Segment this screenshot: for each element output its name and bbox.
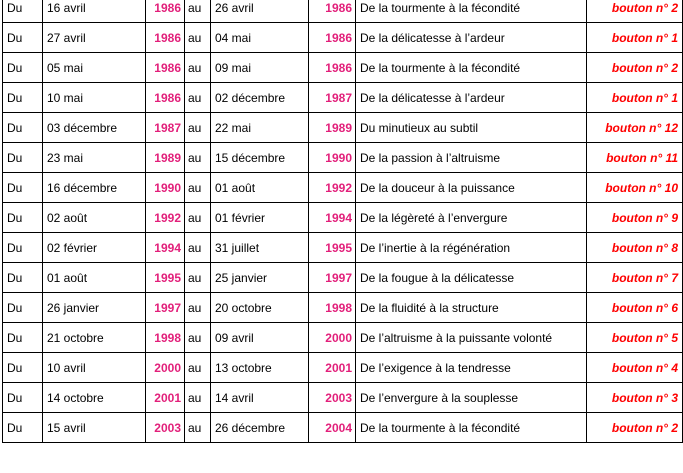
start-date-cell: 26 janvier: [43, 293, 146, 323]
description-cell: De l’altruisme à la puissante volonté: [356, 323, 587, 353]
table-row: [3, 353, 683, 383]
start-year-cell: 1997: [146, 293, 185, 323]
au-cell: au: [185, 143, 211, 173]
description-cell: De la passion à l’altruisme: [356, 143, 587, 173]
end-year-cell: 1990: [309, 143, 356, 173]
button-number-cell: bouton n° 2: [587, 0, 683, 23]
du-cell: Du: [3, 143, 43, 173]
start-date-cell: 14 octobre: [43, 383, 146, 413]
start-year-cell: 1986: [146, 23, 185, 53]
end-date-cell: 13 octobre: [211, 353, 309, 383]
au-cell: au: [185, 413, 211, 443]
button-number-cell: bouton n° 12: [587, 113, 683, 143]
table-body: [3, 0, 683, 443]
button-number-cell: bouton n° 7: [587, 263, 683, 293]
table-row: [3, 53, 683, 83]
au-cell: au: [185, 383, 211, 413]
au-cell: au: [185, 323, 211, 353]
button-number-cell: bouton n° 2: [587, 53, 683, 83]
description-cell: De la tourmente à la fécondité: [356, 53, 587, 83]
au-cell: au: [185, 263, 211, 293]
description-cell: De l’inertie à la régénération: [356, 233, 587, 263]
description-cell: De la délicatesse à l’ardeur: [356, 23, 587, 53]
end-date-cell: 14 avril: [211, 383, 309, 413]
au-cell: au: [185, 0, 211, 23]
button-number-cell: bouton n° 5: [587, 323, 683, 353]
au-cell: au: [185, 113, 211, 143]
end-year-cell: 1987: [309, 83, 356, 113]
button-number-cell: bouton n° 10: [587, 173, 683, 203]
du-cell: Du: [3, 263, 43, 293]
au-cell: au: [185, 203, 211, 233]
start-date-cell: 23 mai: [43, 143, 146, 173]
table-row: [3, 293, 683, 323]
end-year-cell: 2003: [309, 383, 356, 413]
end-date-cell: 26 avril: [211, 0, 309, 23]
table-row: [3, 143, 683, 173]
table-row: [3, 413, 683, 443]
end-year-cell: 1995: [309, 233, 356, 263]
du-cell: Du: [3, 203, 43, 233]
du-cell: Du: [3, 413, 43, 443]
du-cell: Du: [3, 233, 43, 263]
button-number-cell: bouton n° 2: [587, 413, 683, 443]
end-year-cell: 1992: [309, 173, 356, 203]
button-number-cell: bouton n° 4: [587, 353, 683, 383]
start-date-cell: 02 août: [43, 203, 146, 233]
start-date-cell: 10 mai: [43, 83, 146, 113]
start-year-cell: 1995: [146, 263, 185, 293]
du-cell: Du: [3, 83, 43, 113]
start-date-cell: 03 décembre: [43, 113, 146, 143]
table-row: [3, 83, 683, 113]
table-row: [3, 0, 683, 23]
button-number-cell: bouton n° 1: [587, 83, 683, 113]
period-table: [2, 0, 683, 443]
description-cell: De l’envergure à la souplesse: [356, 383, 587, 413]
start-year-cell: 1986: [146, 53, 185, 83]
au-cell: au: [185, 23, 211, 53]
du-cell: Du: [3, 53, 43, 83]
end-year-cell: 1986: [309, 0, 356, 23]
end-year-cell: 1989: [309, 113, 356, 143]
du-cell: Du: [3, 323, 43, 353]
table-row: [3, 173, 683, 203]
start-year-cell: 1986: [146, 0, 185, 23]
start-year-cell: 1986: [146, 83, 185, 113]
description-cell: De la légèreté à l’envergure: [356, 203, 587, 233]
start-date-cell: 01 août: [43, 263, 146, 293]
description-cell: De la fluidité à la structure: [356, 293, 587, 323]
end-year-cell: 1994: [309, 203, 356, 233]
du-cell: Du: [3, 23, 43, 53]
end-date-cell: 02 décembre: [211, 83, 309, 113]
start-date-cell: 16 avril: [43, 0, 146, 23]
start-year-cell: 2001: [146, 383, 185, 413]
description-cell: De la douceur à la puissance: [356, 173, 587, 203]
end-date-cell: 26 décembre: [211, 413, 309, 443]
end-year-cell: 2004: [309, 413, 356, 443]
end-date-cell: 22 mai: [211, 113, 309, 143]
description-cell: Du minutieux au subtil: [356, 113, 587, 143]
du-cell: Du: [3, 293, 43, 323]
end-date-cell: 01 août: [211, 173, 309, 203]
description-cell: De la fougue à la délicatesse: [356, 263, 587, 293]
description-cell: De la tourmente à la fécondité: [356, 0, 587, 23]
button-number-cell: bouton n° 6: [587, 293, 683, 323]
du-cell: Du: [3, 353, 43, 383]
au-cell: au: [185, 83, 211, 113]
table-row: [3, 383, 683, 413]
end-date-cell: 09 avril: [211, 323, 309, 353]
start-year-cell: 1998: [146, 323, 185, 353]
table-row: [3, 263, 683, 293]
au-cell: au: [185, 53, 211, 83]
button-number-cell: bouton n° 11: [587, 143, 683, 173]
start-year-cell: 1992: [146, 203, 185, 233]
table-row: [3, 233, 683, 263]
end-date-cell: 20 octobre: [211, 293, 309, 323]
button-number-cell: bouton n° 9: [587, 203, 683, 233]
start-year-cell: 2003: [146, 413, 185, 443]
start-date-cell: 21 octobre: [43, 323, 146, 353]
end-year-cell: 1986: [309, 53, 356, 83]
end-year-cell: 2000: [309, 323, 356, 353]
end-date-cell: 25 janvier: [211, 263, 309, 293]
end-year-cell: 1997: [309, 263, 356, 293]
end-year-cell: 1986: [309, 23, 356, 53]
start-year-cell: 1987: [146, 113, 185, 143]
end-year-cell: 2001: [309, 353, 356, 383]
end-date-cell: 01 février: [211, 203, 309, 233]
description-cell: De la délicatesse à l’ardeur: [356, 83, 587, 113]
end-date-cell: 09 mai: [211, 53, 309, 83]
start-date-cell: 27 avril: [43, 23, 146, 53]
table-row: [3, 113, 683, 143]
du-cell: Du: [3, 383, 43, 413]
button-number-cell: bouton n° 8: [587, 233, 683, 263]
au-cell: au: [185, 233, 211, 263]
start-year-cell: 1989: [146, 143, 185, 173]
start-date-cell: 05 mai: [43, 53, 146, 83]
end-date-cell: 04 mai: [211, 23, 309, 53]
end-year-cell: 1998: [309, 293, 356, 323]
button-number-cell: bouton n° 3: [587, 383, 683, 413]
table-row: [3, 323, 683, 353]
button-number-cell: bouton n° 1: [587, 23, 683, 53]
table-row: [3, 23, 683, 53]
au-cell: au: [185, 353, 211, 383]
start-date-cell: 10 avril: [43, 353, 146, 383]
du-cell: Du: [3, 113, 43, 143]
au-cell: au: [185, 293, 211, 323]
description-cell: De l’exigence à la tendresse: [356, 353, 587, 383]
start-year-cell: 1994: [146, 233, 185, 263]
start-date-cell: 16 décembre: [43, 173, 146, 203]
description-cell: De la tourmente à la fécondité: [356, 413, 587, 443]
au-cell: au: [185, 173, 211, 203]
end-date-cell: 31 juillet: [211, 233, 309, 263]
start-date-cell: 15 avril: [43, 413, 146, 443]
start-year-cell: 1990: [146, 173, 185, 203]
end-date-cell: 15 décembre: [211, 143, 309, 173]
du-cell: Du: [3, 0, 43, 23]
start-year-cell: 2000: [146, 353, 185, 383]
table-row: [3, 203, 683, 233]
du-cell: Du: [3, 173, 43, 203]
start-date-cell: 02 février: [43, 233, 146, 263]
